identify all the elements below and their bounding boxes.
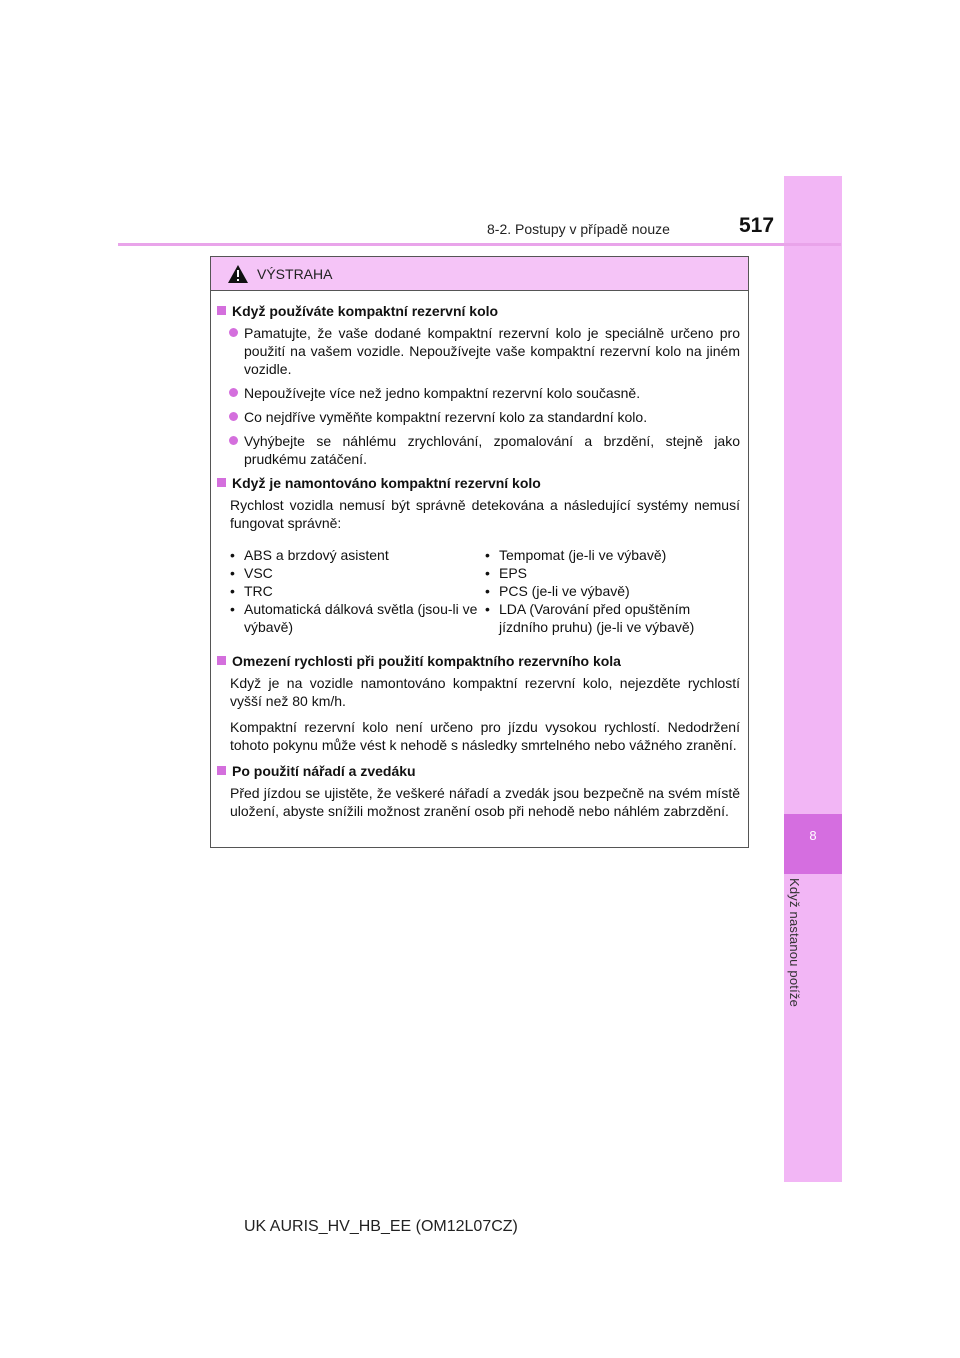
list-item: • Automatická dálková světla (jsou-li ve výbavě) [230, 601, 478, 635]
list-item: • LDA (Varování před opuštěním jízdního pruhu) (je-li ve výbavě) [485, 601, 695, 635]
round-bullet-icon [229, 436, 238, 445]
list-item: • PCS (je-li ve výbavě) [485, 583, 630, 599]
header-divider [118, 243, 841, 246]
bullet-item: Co nejdříve vyměňte kompaktní rezervní kolo za standardní kolo. [217, 408, 740, 426]
list-item: • Tempomat (je-li ve výbavě) [485, 547, 667, 563]
section-heading: Omezení rychlosti při použití kompaktního rezervního kola [217, 652, 740, 670]
section-heading: Když používáte kompaktní rezervní kolo [217, 302, 740, 320]
paragraph: Rychlost vozidla nemusí být správně detekována a následující systémy nemusí fungovat správně: [230, 497, 740, 531]
paragraph: Když je na vozidle namontováno kompaktní rezervní kolo, nejezděte rychlostí vyšší než 80 km/h. [230, 675, 740, 709]
section-heading: Po použití nářadí a zvedáku [217, 762, 740, 780]
list-item: • VSC [230, 565, 273, 581]
list-item: • TRC [230, 583, 273, 599]
bullet-item: Vyhýbejte se náhlému zrychlování, zpomalování a brzdění, stejně jako prudkému zatáčení. [217, 432, 740, 468]
systems-list [217, 546, 740, 636]
bullet-item: Pamatujte, že vaše dodané kompaktní rezervní kolo je speciálně určeno pro použití na vašem vozidle. Nepoužívejte vaše kompaktní rezervní kolo na jiném vozidle. [217, 324, 740, 378]
systems-column-right [485, 546, 740, 636]
side-tab [784, 176, 842, 1182]
warning-label: VÝSTRAHA [257, 265, 333, 282]
paragraph: Před jízdou se ujistěte, že veškeré nářadí a zvedák jsou bezpečně na svém místě uložení, abyste snížili možnost zranění osob při nehodě nebo náhlém zabrzdění. [230, 785, 740, 819]
section-title: 8-2. Postupy v případě nouze [487, 221, 670, 237]
warning-header [211, 257, 748, 291]
bullet-item: Nepoužívejte více než jedno kompaktní rezervní kolo současně. [217, 384, 740, 402]
page-number: 517 [739, 214, 775, 237]
document-code: UK AURIS_HV_HB_EE (OM12L07CZ) [244, 1218, 518, 1235]
round-bullet-icon [229, 388, 238, 397]
warning-body [211, 291, 748, 820]
chapter-title: Když nastanou potíže [787, 878, 802, 1008]
warning-box [210, 256, 749, 848]
chapter-number: 8 [809, 828, 817, 843]
list-item: • ABS a brzdový asistent [230, 547, 389, 563]
list-item: • EPS [485, 565, 528, 581]
round-bullet-icon [229, 328, 238, 337]
round-bullet-icon [229, 412, 238, 421]
square-bullet-icon [217, 766, 226, 775]
square-bullet-icon [217, 306, 226, 315]
square-bullet-icon [217, 656, 226, 665]
chapter-box [784, 814, 842, 874]
systems-column-left [230, 546, 485, 636]
warning-triangle-icon [227, 264, 249, 284]
paragraph: Kompaktní rezervní kolo není určeno pro jízdu vysokou rychlostí. Nedodržení tohoto pokynu může vést k nehodě s následky smrtelného nebo vážného zranění. [230, 719, 740, 753]
square-bullet-icon [217, 478, 226, 487]
section-heading: Když je namontováno kompaktní rezervní kolo [217, 474, 740, 492]
